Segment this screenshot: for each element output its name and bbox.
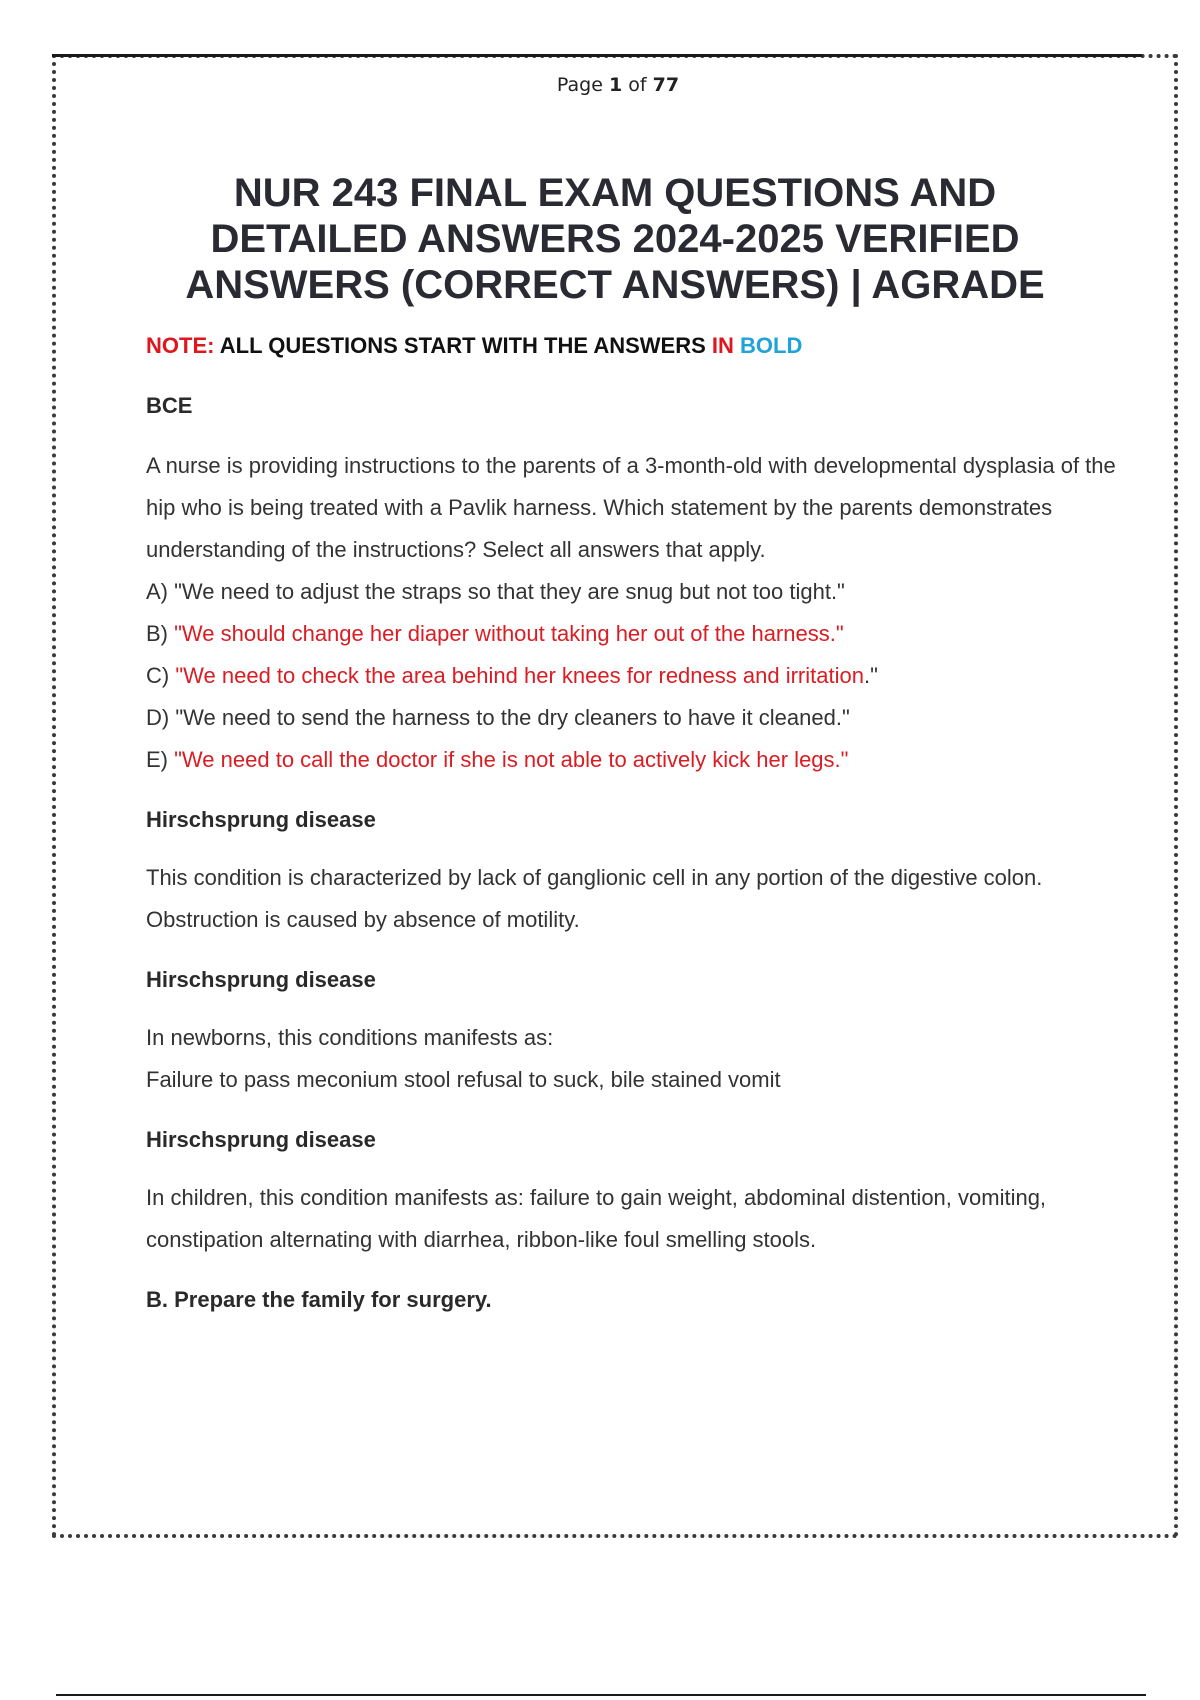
- document-body: [146, 333, 1146, 1313]
- option-text: "We need to adjust the straps so that they are snug but not too tight.": [174, 579, 845, 604]
- section-heading: Hirschsprung disease: [146, 1127, 376, 1152]
- option-letter: A): [146, 579, 168, 604]
- option-letter: E): [146, 747, 168, 772]
- section-text: In newborns, this conditions manifests as:: [146, 1025, 554, 1050]
- page-prefix: Page: [556, 74, 603, 96]
- note-bold: BOLD: [740, 333, 803, 358]
- option-a: [146, 571, 1146, 613]
- top-rule: [52, 54, 1142, 57]
- option-b: [146, 613, 1146, 655]
- option-e: [146, 739, 1146, 781]
- page-total: 77: [652, 74, 680, 96]
- note-line: [146, 333, 1146, 363]
- option-text-correct: "We should change her diaper without taking her out of the harness.": [174, 621, 844, 646]
- option-tail: .": [863, 663, 878, 688]
- note-text: ALL QUESTIONS START WITH THE ANSWERS: [219, 333, 706, 358]
- note-label: NOTE:: [146, 333, 215, 358]
- question-text: A nurse is providing instructions to the parents of a 3-month-old with developmental dysplasia of the hip who is being treated with a Pavlik harness. Which statement by the parents demonstrates understanding of the instructions? Select all answers that apply.: [146, 453, 1116, 562]
- option-letter: D): [146, 705, 170, 730]
- section-heading: BCE: [146, 393, 193, 418]
- page-current: 1: [608, 74, 623, 96]
- option-letter: C): [146, 663, 170, 688]
- page-number: [0, 74, 1200, 96]
- option-c: [146, 655, 1146, 697]
- section-text: In children, this condition manifests as: failure to gain weight, abdominal distention, vomiting, constipation alternating with diarrhea, ribbon-like foul smelling stools.: [146, 1185, 1047, 1252]
- page-of: of: [628, 74, 647, 96]
- answer-heading: B. Prepare the family for surgery.: [146, 1287, 492, 1312]
- option-d: [146, 697, 1146, 739]
- section-heading: Hirschsprung disease: [146, 967, 376, 992]
- note-in: IN: [711, 333, 734, 358]
- option-text-correct: "We need to call the doctor if she is not able to actively kick her legs.": [174, 747, 849, 772]
- document-title: NUR 243 FINAL EXAM QUESTIONS AND DETAILED ANSWERS 2024-2025 VERIFIED ANSWERS (CORRECT ANSWERS) | AGRADE: [185, 171, 1045, 307]
- bottom-rule: [56, 1694, 1146, 1696]
- option-text-correct: "We need to check the area behind her knees for redness and irritation: [175, 663, 864, 688]
- section-text: Failure to pass meconium stool refusal to suck, bile stained vomit: [146, 1067, 781, 1092]
- section-heading: Hirschsprung disease: [146, 807, 376, 832]
- section-text: This condition is characterized by lack of ganglionic cell in any portion of the digestive colon. Obstruction is caused by absence of motility.: [146, 865, 1043, 932]
- option-letter: B): [146, 621, 168, 646]
- option-text: "We need to send the harness to the dry cleaners to have it cleaned.": [175, 705, 850, 730]
